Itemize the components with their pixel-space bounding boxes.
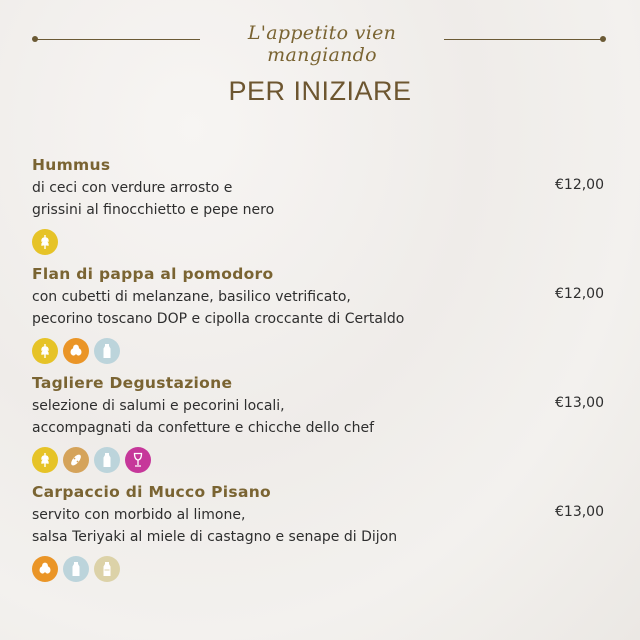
menu-item-flan [32,264,608,366]
dish-price: €12,00 [555,286,604,302]
dish-description [32,395,608,439]
milk-icon [94,447,120,473]
menu-item-carpaccio [32,482,608,584]
dish-price: €12,00 [555,177,604,193]
egg-icon [32,556,58,582]
allergen-icons [32,229,608,257]
menu-header [32,22,608,66]
menu-item-hummus [32,155,608,257]
wine-icon [125,447,151,473]
nuts-icon [63,447,89,473]
gluten-icon [32,338,58,364]
allergen-icons [32,338,608,366]
header-rule-left [36,39,200,40]
dish-price: €13,00 [555,395,604,411]
dish-description [32,504,608,548]
header-dot-right [600,36,606,42]
gluten-icon [32,229,58,255]
dish-description-line: servito con morbido al limone, [32,507,246,523]
dish-description-line: selezione di salumi e pecorini locali, [32,398,285,414]
dish-description-line: grissini al finocchietto e pepe nero [32,202,275,218]
allergen-icons [32,556,608,584]
dish-description-line: con cubetti di melanzane, basilico vetrificato, [32,289,351,305]
dish-description [32,177,608,221]
header-rule-right [444,39,604,40]
egg-icon [63,338,89,364]
dish-name: Carpaccio di Mucco Pisano [32,483,271,501]
menu-item-tagliere [32,373,608,475]
dish-description [32,286,608,330]
gluten-icon [32,447,58,473]
dish-description-line: pecorino toscano DOP e cipolla croccante di Certaldo [32,311,405,327]
dish-name: Hummus [32,156,111,174]
dish-name: Tagliere Degustazione [32,374,233,392]
dish-price: €13,00 [555,504,604,520]
dish-description-line: di ceci con verdure arrosto e [32,180,233,196]
section-title: PER INIZIARE [228,76,412,106]
allergen-icons [32,447,608,475]
milk-icon [94,338,120,364]
dish-name: Flan di pappa al pomodoro [32,265,274,283]
menu-motto: L'appetito vien mangiando [247,22,397,66]
dish-description-line: salsa Teriyaki al miele di castagno e senape di Dijon [32,529,398,545]
dish-description-line: accompagnati da confetture e chicche dello chef [32,420,375,436]
milk-icon [63,556,89,582]
lactose-icon [94,556,120,582]
